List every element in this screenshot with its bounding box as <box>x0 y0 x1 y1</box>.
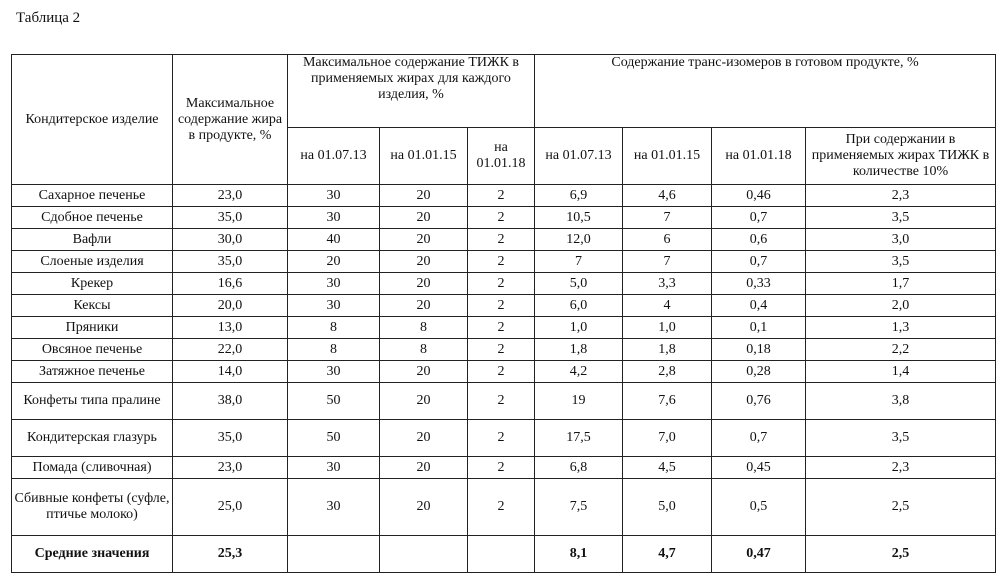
cell-trans-10pct: 2,5 <box>806 479 996 536</box>
cell-product-name: Слоеные изделия <box>12 251 173 273</box>
table-row <box>12 273 996 295</box>
cell-trans-2018: 0,18 <box>712 339 806 361</box>
cell-trans-2015: 7,6 <box>623 383 712 420</box>
cell-tfa-2015: 20 <box>380 185 468 207</box>
cell-trans-2015: 4 <box>623 295 712 317</box>
table-row <box>12 229 996 251</box>
cell-trans-2018: 0,46 <box>712 185 806 207</box>
cell-trans-2015: 7 <box>623 207 712 229</box>
cell-trans-2013: 19 <box>535 383 623 420</box>
cell-trans-2013: 5,0 <box>535 273 623 295</box>
cell-trans-2013: 7,5 <box>535 479 623 536</box>
cell-product-name: Сдобное печенье <box>12 207 173 229</box>
cell-tfa-2013: 30 <box>288 479 380 536</box>
cell-product-name: Помада (сливочная) <box>12 457 173 479</box>
avg-trans-2015: 4,7 <box>623 536 712 573</box>
table-row <box>12 207 996 229</box>
cell-fat-percent: 23,0 <box>173 185 288 207</box>
cell-trans-10pct: 3,5 <box>806 420 996 457</box>
cell-tfa-2015: 20 <box>380 207 468 229</box>
cell-tfa-2015: 20 <box>380 420 468 457</box>
header-tfa-date-3: на 01.01.18 <box>468 128 535 185</box>
cell-trans-2013: 12,0 <box>535 229 623 251</box>
avg-empty-1 <box>288 536 380 573</box>
cell-tfa-2013: 40 <box>288 229 380 251</box>
cell-tfa-2015: 8 <box>380 317 468 339</box>
cell-trans-2015: 4,5 <box>623 457 712 479</box>
table-row <box>12 339 996 361</box>
table-row <box>12 251 996 273</box>
cell-trans-2015: 6 <box>623 229 712 251</box>
cell-trans-10pct: 2,3 <box>806 185 996 207</box>
cell-trans-2018: 0,7 <box>712 251 806 273</box>
cell-tfa-2018: 2 <box>468 361 535 383</box>
cell-tfa-2018: 2 <box>468 185 535 207</box>
cell-fat-percent: 30,0 <box>173 229 288 251</box>
header-product: Кондитерское изделие <box>12 55 173 185</box>
header-trans-date-1: на 01.07.13 <box>535 128 623 185</box>
cell-trans-10pct: 1,7 <box>806 273 996 295</box>
cell-trans-2018: 0,7 <box>712 420 806 457</box>
cell-tfa-2018: 2 <box>468 420 535 457</box>
cell-trans-2013: 1,0 <box>535 317 623 339</box>
cell-product-name: Вафли <box>12 229 173 251</box>
cell-trans-10pct: 2,0 <box>806 295 996 317</box>
cell-trans-2018: 0,5 <box>712 479 806 536</box>
table-row <box>12 457 996 479</box>
cell-tfa-2018: 2 <box>468 273 535 295</box>
cell-tfa-2015: 20 <box>380 361 468 383</box>
cell-tfa-2015: 20 <box>380 383 468 420</box>
avg-trans-2013: 8,1 <box>535 536 623 573</box>
avg-label: Средние значения <box>12 536 173 573</box>
table-row <box>12 317 996 339</box>
cell-fat-percent: 14,0 <box>173 361 288 383</box>
avg-empty-2 <box>380 536 468 573</box>
cell-trans-2015: 2,8 <box>623 361 712 383</box>
cell-tfa-2013: 20 <box>288 251 380 273</box>
avg-empty-3 <box>468 536 535 573</box>
avg-trans-10pct: 2,5 <box>806 536 996 573</box>
cell-tfa-2018: 2 <box>468 383 535 420</box>
cell-tfa-2013: 30 <box>288 295 380 317</box>
cell-tfa-2015: 8 <box>380 339 468 361</box>
table-caption: Таблица 2 <box>16 10 81 26</box>
cell-trans-10pct: 3,0 <box>806 229 996 251</box>
cell-tfa-2013: 30 <box>288 207 380 229</box>
cell-tfa-2015: 20 <box>380 273 468 295</box>
cell-trans-2018: 0,28 <box>712 361 806 383</box>
cell-trans-10pct: 1,3 <box>806 317 996 339</box>
cell-trans-2018: 0,76 <box>712 383 806 420</box>
cell-trans-2015: 7,0 <box>623 420 712 457</box>
cell-tfa-2018: 2 <box>468 229 535 251</box>
cell-trans-2015: 3,3 <box>623 273 712 295</box>
cell-fat-percent: 38,0 <box>173 383 288 420</box>
cell-trans-2013: 17,5 <box>535 420 623 457</box>
cell-trans-2013: 6,8 <box>535 457 623 479</box>
cell-trans-2013: 10,5 <box>535 207 623 229</box>
cell-trans-2018: 0,6 <box>712 229 806 251</box>
cell-tfa-2018: 2 <box>468 479 535 536</box>
cell-fat-percent: 35,0 <box>173 420 288 457</box>
trans-fat-table <box>11 54 996 573</box>
cell-tfa-2015: 20 <box>380 229 468 251</box>
cell-product-name: Сахарное печенье <box>12 185 173 207</box>
cell-tfa-2015: 20 <box>380 295 468 317</box>
cell-fat-percent: 25,0 <box>173 479 288 536</box>
cell-fat-percent: 16,6 <box>173 273 288 295</box>
cell-trans-2013: 6,9 <box>535 185 623 207</box>
table-row <box>12 361 996 383</box>
cell-trans-2018: 0,33 <box>712 273 806 295</box>
cell-trans-10pct: 3,5 <box>806 207 996 229</box>
header-max-tfa: Максимальное содержание ТИЖК в применяемых жирах для каждого изделия, % <box>288 55 535 128</box>
cell-fat-percent: 13,0 <box>173 317 288 339</box>
cell-fat-percent: 35,0 <box>173 251 288 273</box>
cell-product-name: Кондитерская глазурь <box>12 420 173 457</box>
cell-tfa-2013: 30 <box>288 185 380 207</box>
cell-tfa-2013: 30 <box>288 361 380 383</box>
cell-trans-2013: 7 <box>535 251 623 273</box>
cell-tfa-2018: 2 <box>468 207 535 229</box>
cell-trans-2015: 5,0 <box>623 479 712 536</box>
header-tfa-date-1: на 01.07.13 <box>288 128 380 185</box>
cell-trans-2015: 1,0 <box>623 317 712 339</box>
cell-trans-2018: 0,45 <box>712 457 806 479</box>
header-trans-date-2: на 01.01.15 <box>623 128 712 185</box>
cell-trans-2013: 6,0 <box>535 295 623 317</box>
avg-fat: 25,3 <box>173 536 288 573</box>
cell-trans-2018: 0,7 <box>712 207 806 229</box>
header-trans-isomers: Содержание транс-изомеров в готовом продукте, % <box>535 55 996 128</box>
cell-tfa-2013: 50 <box>288 383 380 420</box>
cell-tfa-2018: 2 <box>468 251 535 273</box>
header-trans-date-3: на 01.01.18 <box>712 128 806 185</box>
table-row <box>12 185 996 207</box>
cell-trans-10pct: 1,4 <box>806 361 996 383</box>
table-row <box>12 479 996 536</box>
cell-tfa-2013: 50 <box>288 420 380 457</box>
table-row <box>12 295 996 317</box>
header-max-fat: Максимальное содержание жира в продукте, % <box>173 55 288 185</box>
cell-product-name: Конфеты типа пралине <box>12 383 173 420</box>
cell-product-name: Сбивные конфеты (суфле, птичье молоко) <box>12 479 173 536</box>
cell-trans-10pct: 3,8 <box>806 383 996 420</box>
cell-product-name: Овсяное печенье <box>12 339 173 361</box>
avg-trans-2018: 0,47 <box>712 536 806 573</box>
cell-trans-2015: 1,8 <box>623 339 712 361</box>
cell-trans-10pct: 3,5 <box>806 251 996 273</box>
cell-tfa-2018: 2 <box>468 295 535 317</box>
cell-fat-percent: 35,0 <box>173 207 288 229</box>
cell-tfa-2013: 8 <box>288 317 380 339</box>
cell-trans-10pct: 2,3 <box>806 457 996 479</box>
cell-tfa-2018: 2 <box>468 339 535 361</box>
cell-tfa-2015: 20 <box>380 457 468 479</box>
cell-fat-percent: 22,0 <box>173 339 288 361</box>
table-row <box>12 420 996 457</box>
cell-product-name: Пряники <box>12 317 173 339</box>
cell-tfa-2013: 8 <box>288 339 380 361</box>
cell-tfa-2015: 20 <box>380 251 468 273</box>
cell-trans-2013: 4,2 <box>535 361 623 383</box>
cell-trans-2013: 1,8 <box>535 339 623 361</box>
cell-tfa-2018: 2 <box>468 317 535 339</box>
cell-product-name: Кексы <box>12 295 173 317</box>
cell-trans-2018: 0,1 <box>712 317 806 339</box>
cell-trans-2015: 4,6 <box>623 185 712 207</box>
cell-trans-2015: 7 <box>623 251 712 273</box>
cell-trans-2018: 0,4 <box>712 295 806 317</box>
cell-product-name: Крекер <box>12 273 173 295</box>
header-tfa-date-2: на 01.01.15 <box>380 128 468 185</box>
table-row <box>12 383 996 420</box>
cell-product-name: Затяжное печенье <box>12 361 173 383</box>
cell-tfa-2018: 2 <box>468 457 535 479</box>
cell-fat-percent: 20,0 <box>173 295 288 317</box>
cell-tfa-2015: 20 <box>380 479 468 536</box>
cell-fat-percent: 23,0 <box>173 457 288 479</box>
average-row <box>12 536 996 573</box>
cell-tfa-2013: 30 <box>288 273 380 295</box>
cell-tfa-2013: 30 <box>288 457 380 479</box>
header-trans-10pct: При содержании в применяемых жирах ТИЖК в количестве 10% <box>806 128 996 185</box>
cell-trans-10pct: 2,2 <box>806 339 996 361</box>
